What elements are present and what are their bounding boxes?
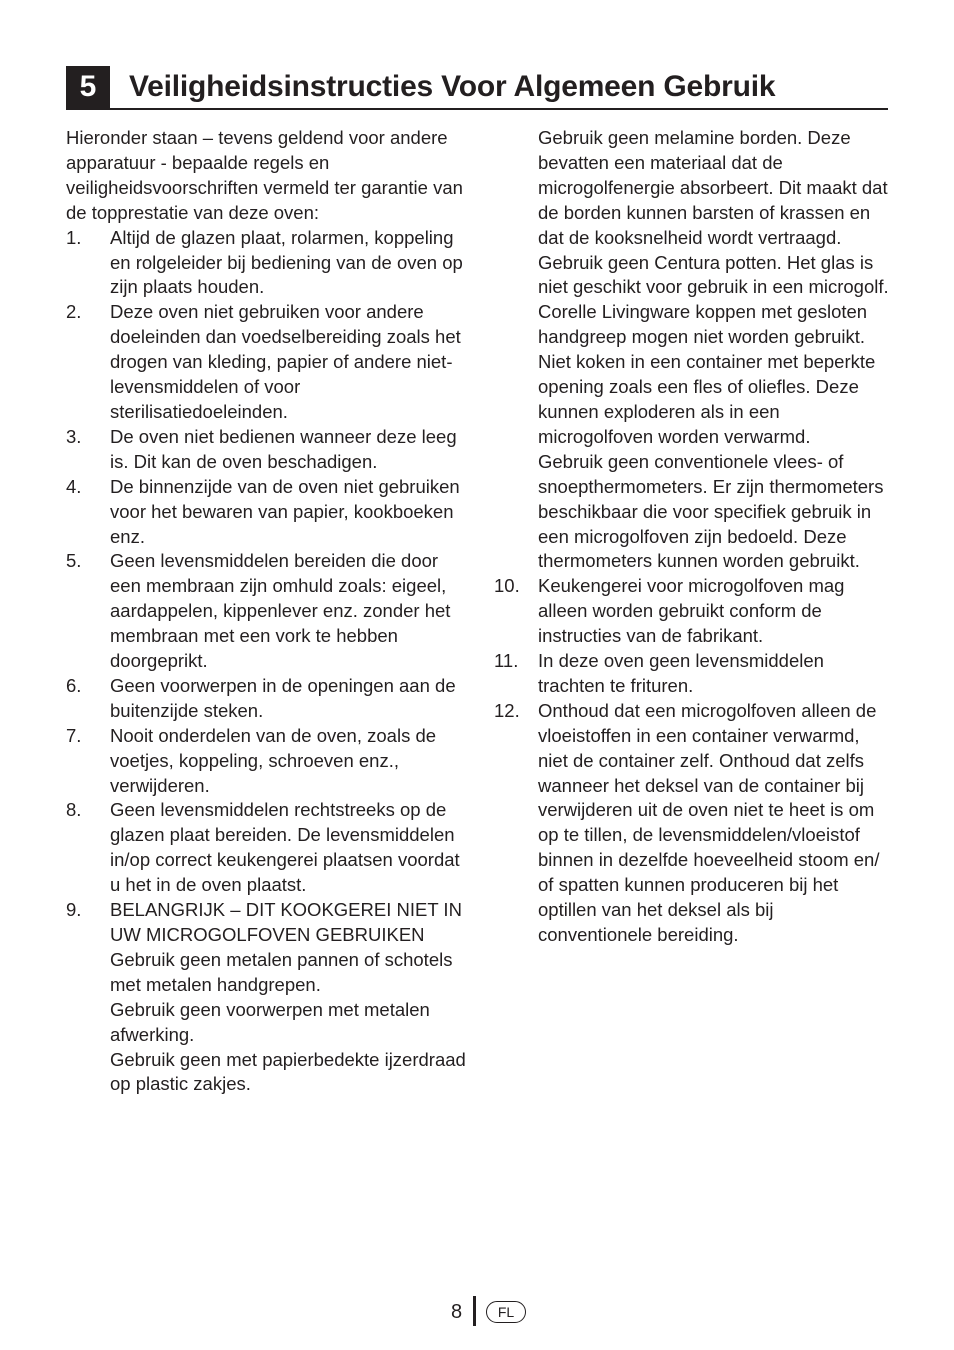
section-title: Veiligheidsinstructies Voor Algemeen Gebruik (129, 70, 776, 103)
list-item (66, 300, 466, 425)
list-item-number: 11. (494, 650, 519, 672)
list-item (66, 475, 466, 550)
left-column (66, 126, 466, 1097)
list-item (66, 724, 466, 799)
list-item-text: Geen levensmiddelen bereiden die door een membraan zijn omhuld zoals: eigeel, aardappelen, kippenlever enz. zonder het membraan met een vork te hebben doorgeprikt. (110, 550, 451, 672)
list-item (494, 649, 890, 699)
list-item-number: 7. (66, 724, 82, 746)
item9-paragraph: Niet koken in een container met beperkte opening zoals een fles of oliefles. Deze kunnen exploderen als in een microgolfoven worden verwarmd. (538, 351, 876, 447)
list-item-text: Altijd de glazen plaat, rolarmen, koppeling en rolgeleider bij bediening van de oven op zijn plaats houden. (110, 226, 463, 298)
section-number-badge: 5 (66, 66, 110, 108)
list-item-text: In deze oven geen levensmiddelen trachten te frituren. (538, 650, 824, 696)
list-item (66, 425, 466, 475)
list-item (66, 226, 466, 301)
list-item (494, 699, 890, 948)
list-item-number: 9. (66, 899, 82, 921)
list-item-text: Deze oven niet gebruiken voor andere doeleinden dan voedselbereiding zoals het drogen van kleding, papier of andere niet-levensmiddelen of voor sterilisatiedoeleinden. (110, 301, 461, 422)
list-item-text: Geen voorwerpen in de openingen aan de buitenzijde steken. (110, 674, 456, 721)
list-item (66, 674, 466, 724)
list-item (66, 898, 466, 948)
list-item-text: Nooit onderdelen van de oven, zoals de voetjes, koppeling, schroeven enz., verwijderen. (110, 724, 437, 796)
section-header (66, 66, 888, 110)
list-item-number: 1. (66, 226, 82, 248)
item9-paragraph: Gebruik geen Centura potten. Het glas is niet geschikt voor gebruik in een microgolf. Corelle Livingware koppen met gesloten handgreep mogen niet worden gebruikt. (538, 251, 889, 348)
item9-paragraph: Gebruik geen voorwerpen met metalen afwerking. (110, 998, 430, 1045)
item9-paragraph: Gebruik geen conventionele vlees- of snoepthermometers. Er zijn thermometers beschikbaar die voor specifiek gebruik in een microgolfoven zijn bedoeld. Deze thermometers kunnen worden gebruikt. (538, 450, 884, 572)
list-item-number: 5. (66, 550, 82, 572)
list-item-text: Onthoud dat een microgolfoven alleen de vloeistoffen in een container verwarmd, niet de container zelf. Onthoud dat zelfs wanneer het deksel van de container bij verwijderen uit de oven niet te heet is om op te tillen, de levensmiddelen/vloeistof binnen in dezelfde hoeveelheid stoom en/ of spatten kunnen produceren bij het optillen van het deksel als bij conventionele bereiding. (538, 699, 880, 945)
item9-paragraph: Gebruik geen melamine borden. Deze bevatten een materiaal dat de microgolfenergie absorbeert. Dit maakt dat de borden kunnen barsten of krassen en dat de kooksnelheid wordt vertraagd. (538, 127, 888, 248)
list-item-number: 6. (66, 674, 82, 696)
page-footer (0, 1296, 954, 1330)
list-item-text: De binnenzijde van de oven niet gebruiken voor het bewaren van papier, kookboeken enz. (110, 475, 460, 547)
language-badge: FL (486, 1301, 526, 1323)
list-item-text: BELANGRIJK – DIT KOOKGEREI NIET IN UW MICROGOLFOVEN GEBRUIKEN (110, 899, 462, 945)
intro-paragraph: Hieronder staan – tevens geldend voor andere apparatuur - bepaalde regels en veiligheidsvoorschriften vermeld ter garantie van de topprestatie van deze oven: (66, 127, 463, 223)
page-number: 8 (451, 1301, 463, 1323)
right-column (494, 126, 890, 948)
item9-paragraph: Gebruik geen met papierbedekte ijzerdraad op plastic zakjes. (110, 1048, 466, 1095)
list-item-number: 12. (494, 699, 520, 721)
list-item-text: De oven niet bedienen wanneer deze leeg is. Dit kan de oven beschadigen. (110, 425, 457, 472)
footer-divider (473, 1296, 476, 1326)
list-item-number: 8. (66, 799, 82, 821)
list-item-number: 2. (66, 301, 82, 323)
list-item-number: 3. (66, 425, 82, 447)
list-item (66, 798, 466, 898)
list-item-number: 10. (494, 575, 520, 597)
list-item-number: 4. (66, 475, 82, 497)
item9-paragraph: Gebruik geen metalen pannen of schotels met metalen handgrepen. (110, 948, 453, 995)
list-item (494, 574, 890, 649)
list-item-text: Geen levensmiddelen rechtstreeks op de glazen plaat bereiden. De levensmiddelen in/op correct keukengerei plaatsen voordat u het in de oven plaatst. (110, 799, 460, 896)
list-item-text: Keukengerei voor microgolfoven mag alleen worden gebruikt conform de instructies van de fabrikant. (538, 575, 845, 647)
list-item (66, 549, 466, 674)
